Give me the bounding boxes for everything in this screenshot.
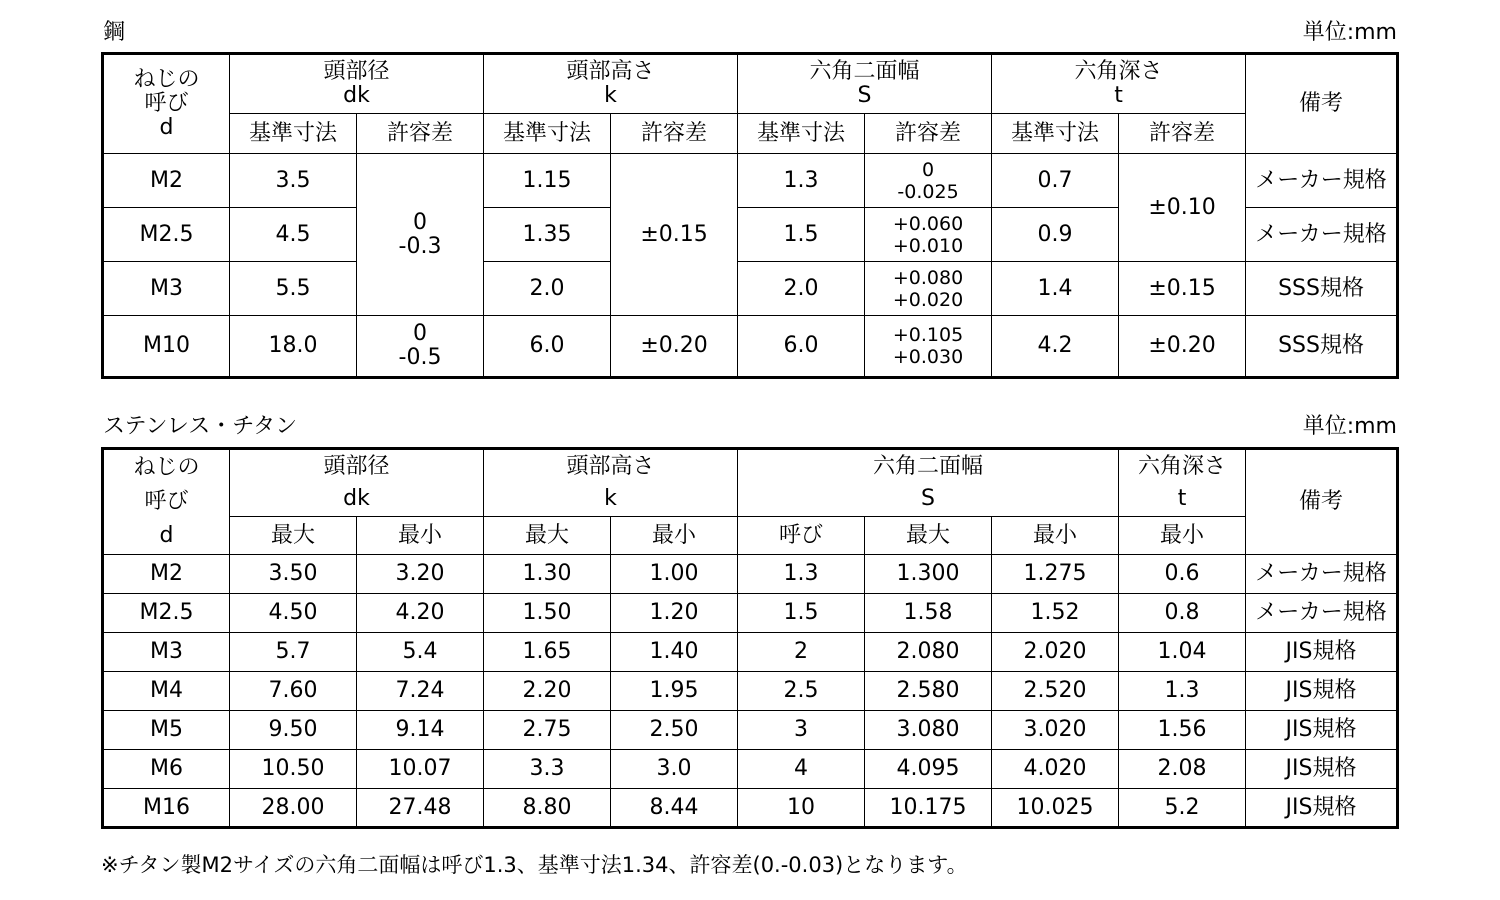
header-min: 最小: [992, 517, 1119, 555]
header-nominal: ねじの 呼び d: [103, 449, 230, 555]
cell-k-tol: ±0.15: [611, 154, 738, 316]
cell-d: M3: [103, 633, 230, 672]
cell-dk-min: 10.07: [357, 750, 484, 789]
header-basic: 基準寸法: [484, 114, 611, 154]
cell-s-nom: 1.5: [738, 594, 865, 633]
cell-dk-min: 3.20: [357, 555, 484, 594]
section2-unit: 単位:mm: [1302, 414, 1397, 439]
header-dk: 頭部径 dk: [230, 54, 484, 114]
cell-note: メーカー規格: [1246, 154, 1398, 208]
cell-s-max: 2.580: [865, 672, 992, 711]
cell-k: 1.15: [484, 154, 611, 208]
table-row: [103, 555, 1398, 594]
cell-k-min: 3.0: [611, 750, 738, 789]
header-max: 最大: [230, 517, 357, 555]
header-t: 六角深さ t: [992, 54, 1246, 114]
cell-k-min: 1.00: [611, 555, 738, 594]
cell-s-max: 1.300: [865, 555, 992, 594]
cell-s-tol: +0.080 +0.020: [865, 262, 992, 316]
cell-s-min: 1.275: [992, 555, 1119, 594]
cell-s: 2.0: [738, 262, 865, 316]
cell-dk-tol: 0 -0.3: [357, 154, 484, 316]
stainless-titanium-spec-table: [101, 447, 1399, 829]
cell-s: 1.5: [738, 208, 865, 262]
cell-note: メーカー規格: [1246, 555, 1398, 594]
cell-dk-min: 9.14: [357, 711, 484, 750]
cell-dk-min: 27.48: [357, 789, 484, 828]
header-k: 頭部高さ k: [484, 54, 738, 114]
header-min: 最小: [357, 517, 484, 555]
cell-t-min: 0.8: [1119, 594, 1246, 633]
cell-s-max: 4.095: [865, 750, 992, 789]
cell-s-min: 2.020: [992, 633, 1119, 672]
header-s: 六角二面幅 S: [738, 54, 992, 114]
cell-s-nom: 4: [738, 750, 865, 789]
cell-note: メーカー規格: [1246, 208, 1398, 262]
cell-s-max: 2.080: [865, 633, 992, 672]
cell-s-tol: 0 -0.025: [865, 154, 992, 208]
cell-note: JIS規格: [1246, 711, 1398, 750]
cell-s-tol: +0.060 +0.010: [865, 208, 992, 262]
cell-k: 6.0: [484, 316, 611, 378]
cell-s-nom: 3: [738, 711, 865, 750]
cell-t-tol: ±0.20: [1119, 316, 1246, 378]
cell-dk-tol: 0 -0.5: [357, 316, 484, 378]
cell-k: 2.0: [484, 262, 611, 316]
table-row: [103, 789, 1398, 828]
cell-k-max: 1.65: [484, 633, 611, 672]
cell-k-min: 1.20: [611, 594, 738, 633]
cell-t: 1.4: [992, 262, 1119, 316]
cell-note: JIS規格: [1246, 633, 1398, 672]
cell-dk-max: 4.50: [230, 594, 357, 633]
header-tol: 許容差: [357, 114, 484, 154]
header-basic: 基準寸法: [738, 114, 865, 154]
cell-note: SSS規格: [1246, 262, 1398, 316]
header-dk: 頭部径 dk: [230, 449, 484, 517]
cell-k-max: 1.50: [484, 594, 611, 633]
cell-dk: 5.5: [230, 262, 357, 316]
cell-s-tol: +0.105 +0.030: [865, 316, 992, 378]
table-row: [103, 633, 1398, 672]
cell-t-min: 1.04: [1119, 633, 1246, 672]
header-tol: 許容差: [611, 114, 738, 154]
header-nominal: ねじの 呼び d: [103, 54, 230, 154]
cell-d: M2: [103, 555, 230, 594]
header-max: 最大: [484, 517, 611, 555]
cell-dk-max: 10.50: [230, 750, 357, 789]
cell-s-min: 1.52: [992, 594, 1119, 633]
cell-t: 0.9: [992, 208, 1119, 262]
header-max: 最大: [865, 517, 992, 555]
cell-dk-min: 7.24: [357, 672, 484, 711]
cell-t-min: 5.2: [1119, 789, 1246, 828]
cell-t-min: 1.56: [1119, 711, 1246, 750]
cell-dk-max: 7.60: [230, 672, 357, 711]
cell-dk-min: 5.4: [357, 633, 484, 672]
cell-t: 0.7: [992, 154, 1119, 208]
cell-dk-max: 5.7: [230, 633, 357, 672]
header-s: 六角二面幅 S: [738, 449, 1119, 517]
cell-k-max: 2.75: [484, 711, 611, 750]
cell-s-min: 10.025: [992, 789, 1119, 828]
header-tol: 許容差: [865, 114, 992, 154]
cell-k-max: 8.80: [484, 789, 611, 828]
cell-t-min: 0.6: [1119, 555, 1246, 594]
header-remarks: 備考: [1246, 449, 1398, 555]
cell-k-max: 3.3: [484, 750, 611, 789]
cell-s-nom: 2.5: [738, 672, 865, 711]
cell-s-nom: 1.3: [738, 555, 865, 594]
cell-s-nom: 10: [738, 789, 865, 828]
cell-d: M10: [103, 316, 230, 378]
cell-s: 1.3: [738, 154, 865, 208]
cell-k-tol: ±0.20: [611, 316, 738, 378]
cell-s-max: 3.080: [865, 711, 992, 750]
cell-t-tol: ±0.10: [1119, 154, 1246, 262]
cell-note: メーカー規格: [1246, 594, 1398, 633]
cell-s-max: 10.175: [865, 789, 992, 828]
cell-k-min: 8.44: [611, 789, 738, 828]
header-t: 六角深さ t: [1119, 449, 1246, 517]
table-row: [103, 316, 1398, 378]
cell-dk-max: 9.50: [230, 711, 357, 750]
cell-d: M2: [103, 154, 230, 208]
cell-d: M6: [103, 750, 230, 789]
cell-t: 4.2: [992, 316, 1119, 378]
cell-k: 1.35: [484, 208, 611, 262]
table-row: [103, 672, 1398, 711]
header-nom: 呼び: [738, 517, 865, 555]
cell-dk-min: 4.20: [357, 594, 484, 633]
header-basic: 基準寸法: [230, 114, 357, 154]
cell-note: SSS規格: [1246, 316, 1398, 378]
cell-t-min: 1.3: [1119, 672, 1246, 711]
cell-k-max: 1.30: [484, 555, 611, 594]
footnote: ※チタン製M2サイズの六角二面幅は呼び1.3、基準寸法1.34、許容差(0.-0.03)となります。: [101, 853, 968, 877]
cell-s-min: 2.520: [992, 672, 1119, 711]
header-min: 最小: [611, 517, 738, 555]
cell-s-min: 3.020: [992, 711, 1119, 750]
cell-k-min: 2.50: [611, 711, 738, 750]
cell-dk-max: 28.00: [230, 789, 357, 828]
section1-title: 鋼: [103, 20, 126, 45]
cell-dk: 4.5: [230, 208, 357, 262]
cell-d: M5: [103, 711, 230, 750]
section1-unit: 単位:mm: [1302, 20, 1397, 45]
header-basic: 基準寸法: [992, 114, 1119, 154]
cell-s-min: 4.020: [992, 750, 1119, 789]
cell-t-tol: ±0.15: [1119, 262, 1246, 316]
cell-d: M16: [103, 789, 230, 828]
header-remarks: 備考: [1246, 54, 1398, 154]
section2-title: ステンレス・チタン: [103, 414, 298, 439]
cell-d: M2.5: [103, 594, 230, 633]
table-row: [103, 262, 1398, 316]
cell-s-nom: 2: [738, 633, 865, 672]
cell-dk: 18.0: [230, 316, 357, 378]
cell-s: 6.0: [738, 316, 865, 378]
cell-s-max: 1.58: [865, 594, 992, 633]
cell-note: JIS規格: [1246, 789, 1398, 828]
header-tol: 許容差: [1119, 114, 1246, 154]
cell-t-min: 2.08: [1119, 750, 1246, 789]
cell-k-max: 2.20: [484, 672, 611, 711]
cell-dk: 3.5: [230, 154, 357, 208]
steel-spec-table: [101, 52, 1399, 379]
cell-note: JIS規格: [1246, 672, 1398, 711]
cell-d: M4: [103, 672, 230, 711]
table-row: [103, 711, 1398, 750]
cell-dk-max: 3.50: [230, 555, 357, 594]
cell-d: M3: [103, 262, 230, 316]
table-row: [103, 154, 1398, 208]
header-k: 頭部高さ k: [484, 449, 738, 517]
cell-k-min: 1.95: [611, 672, 738, 711]
table-row: [103, 594, 1398, 633]
cell-d: M2.5: [103, 208, 230, 262]
cell-k-min: 1.40: [611, 633, 738, 672]
cell-note: JIS規格: [1246, 750, 1398, 789]
table-row: [103, 750, 1398, 789]
header-min: 最小: [1119, 517, 1246, 555]
